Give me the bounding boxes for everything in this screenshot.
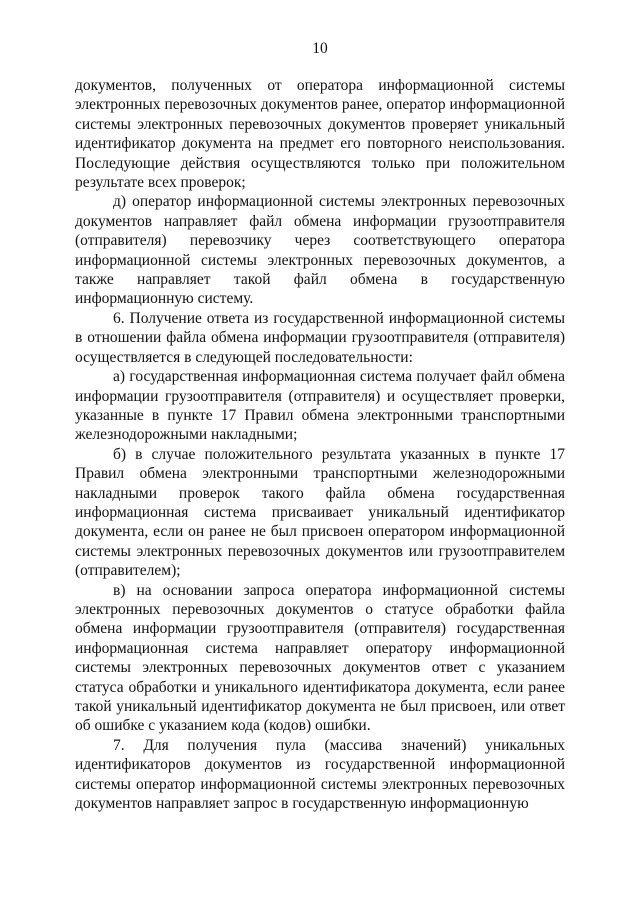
paragraph-continuation: документов, полученных от оператора информационной системы электронных перевозочных документов ранее, оператор информационной системы электронных перевозочных документов проверяет уникальный идентификатор документа на предмет его повторного неиспользования. Последующие действия осуществляются только при положительном результате всех проверок; — [75, 77, 565, 192]
paragraph-clause-6: 6. Получение ответа из государственной информационной системы в отношении файла обмена информации грузоотправителя (отправителя) осуществляется в следующей последовательности: — [75, 309, 565, 366]
paragraph-item-v: в) на основании запроса оператора информационной системы электронных перевозочных документов о статусе обработки файла обмена информации грузоотправителя (отправителя) государственная информационная система направляет оператору информационной системы электронных перевозочных документов ответ с указанием статуса обработки и уникального идентификатора документа, если ранее такой уникальный идентификатор документа не был присвоен, или ответ об ошибке с указанием кода (кодов) ошибки. — [75, 581, 565, 735]
document-body — [75, 76, 565, 813]
paragraph-item-a: а) государственная информационная система получает файл обмена информации грузоотправителя (отправителя) и осуществляет проверки, указанные в пункте 17 Правил обмена электронными транспортными железнодорожными накладными; — [75, 368, 565, 444]
paragraph-clause-7: 7. Для получения пула (массива значений) уникальных идентификаторов документов из государственной информационной системы оператор информационной системы электронных перевозочных документов направляет запрос в государственную информационную — [75, 736, 565, 813]
page-number: 10 — [312, 40, 328, 57]
paragraph-item-b: б) в случае положительного результата указанных в пункте 17 Правил обмена электронными транспортными железнодорожными накладными проверок такого файла обмена государственная информационная система присваивает уникальный идентификатор документа, если он ранее не был присвоен оператором информационной системы электронных перевозочных документов или грузоотправителем (отправителем); — [75, 445, 565, 580]
paragraph-item-d: д) оператор информационной системы электронных перевозочных документов направляет файл обмена информации грузоотправителя (отправителя) перевозчику через соответствующего оператора информационной системы электронных перевозочных документов, а также направляет такой файл обмена в государственную информационную систему. — [75, 193, 565, 308]
